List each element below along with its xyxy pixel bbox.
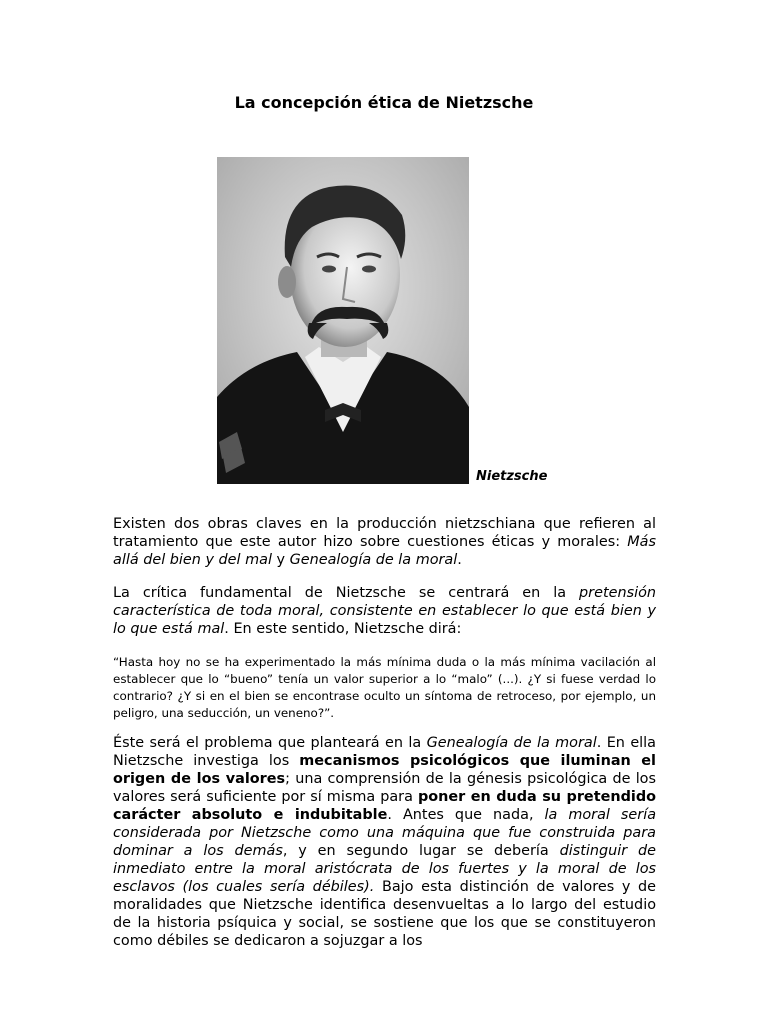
quote-block [113,654,656,722]
portrait-caption: Nietzsche [476,469,548,484]
paragraph-genealogy [113,734,656,950]
italic-run: Genealogía de la moral [426,735,597,751]
bold-run: mecanismos psicológicos que iluminan el origen de los valores [113,753,656,787]
text-run: . Antes que nada, [387,807,545,823]
text-run: ; una comprensión de la génesis psicológica de los valores será suficiente por sí misma para [113,771,656,805]
bold-run: poner en duda su pretendido carácter absoluto e indubitable [113,789,657,823]
text-run: Existen dos obras claves en la producción nietzschiana que refieren al tratamiento que este autor hizo sobre cuestiones éticas y morales: [113,516,656,550]
text-run: . En este sentido, Nietzsche dirá: [224,621,462,637]
text-run: “Hasta hoy no se ha experimentado la más mínima duda o la más mínima vacilación al establecer que lo “bueno” tenía un valor superior a lo “malo” (...). ¿Y si fuese verdad lo contrario? ¿Y si en el bien se encontrase oculto un síntoma de retroceso, por ejemplo, un peligro, una seducción, un veneno?”. [113,655,656,720]
text-run: Éste será el problema que planteará en la [113,735,427,751]
text-run: . [457,552,462,568]
italic-run: pretensión característica de toda moral, consistente en establecer lo que está bien y lo que está mal [113,585,656,637]
nietzsche-portrait [217,157,469,484]
document-title: La concepción ética de Nietzsche [234,93,534,112]
paragraph-critique [113,584,656,638]
italic-run: Más allá del bien y del mal [113,534,656,568]
paragraph-intro [113,515,656,569]
italic-run: la moral sería considerada por Nietzsche como una máquina que fue construida para dominar a los demás [113,807,657,859]
text-run: . En ella Nietzsche investiga los [113,735,656,769]
text-run: y [271,552,290,568]
italic-run: Genealogía de la moral [289,552,458,568]
text-run: , y en segundo lugar se debería [282,843,560,859]
text-run: La crítica fundamental de Nietzsche se centrará en la [113,585,580,601]
text-run: Bajo esta distinción de valores y de moralidades que Nietzsche identifica desenvueltas a lo largo del estudio de la historia psíquica y social, se sostiene que los que se constituyeron como débiles se dedicaron a sojuzgar a los [113,879,656,949]
italic-run: distinguir de inmediato entre la moral aristócrata de los fuertes y la moral de los esclavos (los cuales sería débiles). [113,843,656,895]
